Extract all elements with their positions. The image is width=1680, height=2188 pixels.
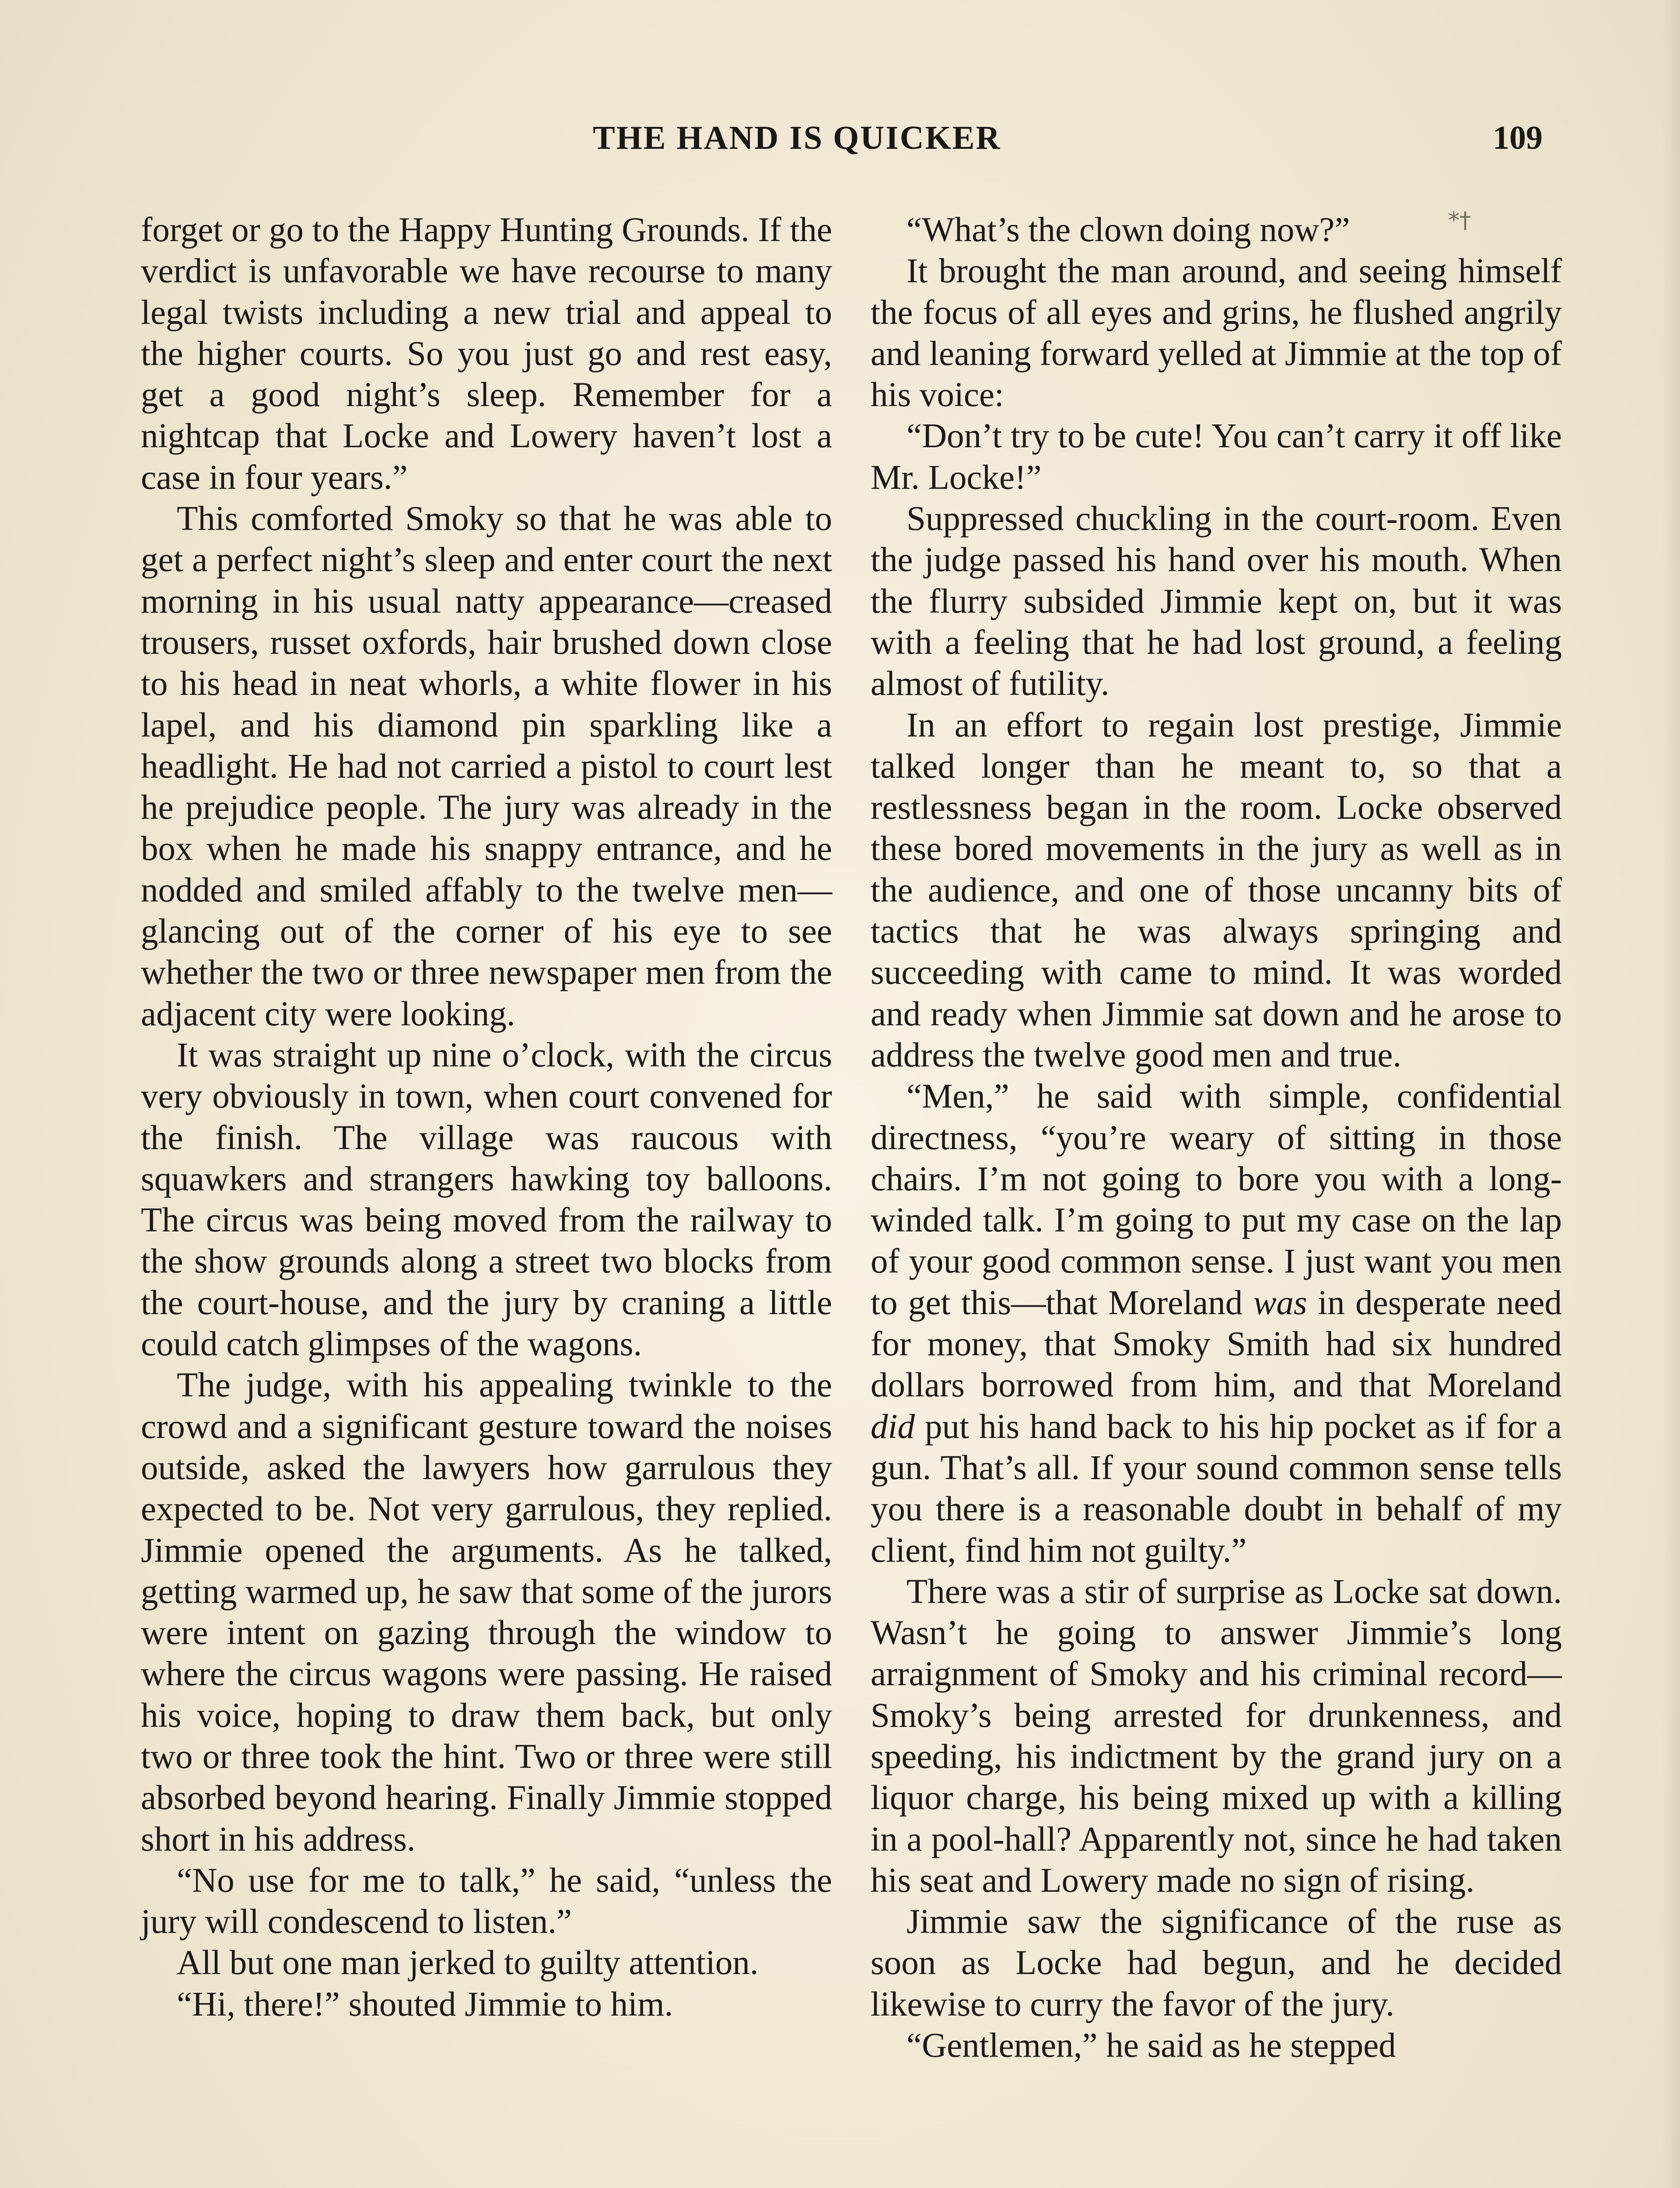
page-number: 109 bbox=[1493, 119, 1543, 156]
paragraph bbox=[871, 1076, 1562, 1571]
text-run: in desperate need for money, that Smoky Smith had six hundred dollars borrowed from him, and that Moreland bbox=[871, 1283, 1562, 1405]
pencil-margin-mark: *† bbox=[1448, 207, 1471, 234]
paragraph: It was straight up nine o’clock, with the circus very obviously in town, when court convened for the finish. The village was raucous with squawkers and strangers hawking toy balloons. The circus was being moved from the railway to the show grounds along a street two blocks from the court-house, and the jury by craning a little could catch glimpses of the wagons. bbox=[141, 1036, 832, 1364]
paragraph: forget or go to the Happy Hunting Grounds. If the verdict is unfavorable we have recourse to many legal twists including a new trial and appeal to the higher courts. So you just go and rest easy, get a good night’s sleep. Remember for a nightcap that Locke and Lowery haven’t lost a case in four years.” bbox=[141, 211, 832, 497]
page-edge-shadow bbox=[1662, 0, 1680, 2188]
paragraph: “Don’t try to be cute! You can’t carry it off like Mr. Locke!” bbox=[871, 417, 1562, 497]
emphasis: was bbox=[1253, 1283, 1307, 1322]
paragraph: Jimmie saw the significance of the ruse as soon as Locke had begun, and he decided likewise to curry the favor of the jury. bbox=[871, 1903, 1562, 2023]
paragraph: The judge, with his appealing twinkle to the crowd and a significant gesture toward the noises outside, asked the lawyers how garrulous they expected to be. Not very garrulous, they replied. Jimmie opened the arguments. As he talked, getting warmed up, he saw that some of the jurors were intent on gazing through the window to where the circus wagons were passing. He raised his voice, hoping to draw them back, but only two or three took the hint. Two or three were still absorbed beyond hearing. Finally Jimmie stopped short in his address. bbox=[141, 1366, 832, 1858]
left-text-column bbox=[141, 210, 832, 2025]
running-title: THE HAND IS QUICKER bbox=[593, 119, 1001, 156]
paragraph: It brought the man around, and seeing himself the focus of all eyes and grins, he flushed angrily and leaning forward yelled at Jimmie at the top of his voice: bbox=[871, 252, 1562, 414]
paragraph: “Hi, there!” shouted Jimmie to him. bbox=[177, 1985, 673, 2023]
paragraph: In an effort to regain lost prestige, Jimmie talked longer than he meant to, so that a restlessness began in the room. Locke observed these bored movements in the jury as well as in the audience, and one of those uncanny bits of tactics that he was always springing and succeeding with came to mind. It was worded and ready when Jimmie sat down and he arose to address the twelve good men and true. bbox=[871, 706, 1562, 1074]
paragraph: Suppressed chuckling in the court-room. Even the judge passed his hand over his mouth. When the flurry subsided Jimmie kept on, but it was with a feeling that he had lost ground, a feeling almost of futility. bbox=[871, 500, 1562, 703]
paragraph: All but one man jerked to guilty attention. bbox=[177, 1944, 759, 1982]
paragraph: “What’s the clown doing now?” bbox=[906, 211, 1350, 249]
text-run: “Men,” he said with simple, confidential directness, “you’re weary of sitting in those chairs. I’m not going to bore you with a long-winded talk. I’m going to put my case on the lap of your good common sense. I just want you men to get this—that Moreland bbox=[871, 1077, 1562, 1322]
emphasis: did bbox=[871, 1407, 915, 1446]
right-text-column bbox=[871, 210, 1562, 2066]
text-run: put his hand back to his hip pocket as if for a gun. That’s all. If your sound common sense tells you there is a reasonable doubt in behalf of my client, find him not guilty.” bbox=[871, 1407, 1562, 1570]
paragraph: “No use for me to talk,” he said, “unless the jury will condescend to listen.” bbox=[141, 1861, 832, 1941]
paragraph: There was a stir of surprise as Locke sat down. Wasn’t he going to answer Jimmie’s long arraignment of Smoky and his criminal record—Smoky’s being arrested for drunkenness, and speeding, his indictment by the grand jury on a liquor charge, his being mixed up with a killing in a pool-hall? Apparently not, since he had taken his seat and Lowery made no sign of rising. bbox=[871, 1572, 1562, 1900]
paragraph: This comforted Smoky so that he was able to get a perfect night’s sleep and enter court the next morning in his usual natty appearance—creased trousers, russet oxfords, hair brushed down close to his head in neat whorls, a white flower in his lapel, and his diamond pin sparkling like a headlight. He had not carried a pistol to court lest he prejudice people. The jury was already in the box when he made his snappy entrance, and he nodded and smiled affably to the twelve men—glancing out of the corner of his eye to see whether the two or three newspaper men from the adjacent city were looking. bbox=[141, 500, 832, 1033]
paragraph: “Gentlemen,” he said as he stepped bbox=[906, 2027, 1396, 2065]
